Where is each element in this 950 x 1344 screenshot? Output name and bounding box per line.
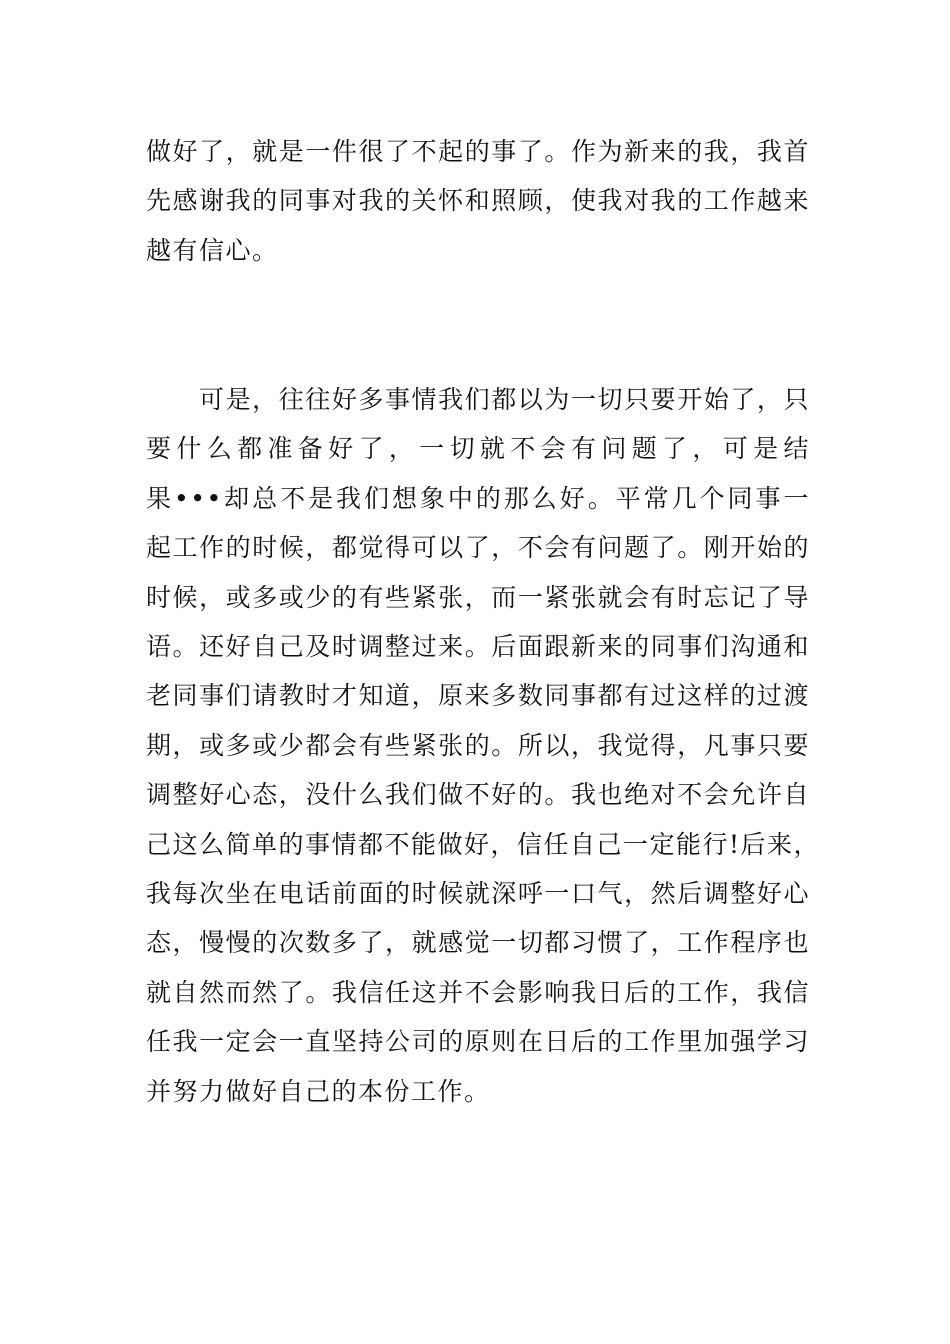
paragraph-line: 果•••却总不是我们想象中的那么好。平常几个同事一 — [146, 483, 810, 513]
paragraph-line: 语。还好自己及时调整过来。后面跟新来的同事们沟通和 — [146, 632, 810, 662]
paragraph-2 — [146, 375, 821, 1116]
paragraph-line: 期，或多或少都会有些紧张的。所以，我觉得，凡事只要 — [146, 730, 810, 760]
paragraph-line: 先感谢我的同事对我的关怀和照顾，使我对我的工作越来 — [146, 186, 810, 216]
paragraph-line: 就自然而然了。我信任这并不会影响我日后的工作，我信 — [146, 977, 810, 1007]
paragraph-line: 起工作的时候，都觉得可以了，不会有问题了。刚开始的 — [146, 533, 810, 563]
paragraph-line: 越有信心。 — [146, 235, 279, 265]
paragraph-line: 己这么简单的事情都不能做好，信任自己一定能行!后来， — [146, 829, 821, 859]
paragraph-line: 老同事们请教时才知道，原来多数同事都有过这样的过渡 — [146, 681, 810, 711]
paragraph-line: 我每次坐在电话前面的时候就深呼一口气，然后调整好心 — [146, 879, 810, 909]
paragraph-line: 要什么都准备好了，一切就不会有问题了，可是结 — [146, 434, 810, 464]
paragraph-1 — [146, 127, 810, 275]
paragraph-line: 任我一定会一直坚持公司的原则在日后的工作里加强学习 — [146, 1027, 810, 1057]
paragraph-line: 态，慢慢的次数多了，就感觉一切都习惯了，工作程序也 — [146, 928, 810, 958]
paragraph-line: 并努力做好自己的本份工作。 — [146, 1076, 491, 1106]
paragraph-line: 调整好心态，没什么我们做不好的。我也绝对不会允许自 — [146, 780, 810, 810]
paragraph-line: 时候，或多或少的有些紧张，而一紧张就会有时忘记了导 — [146, 582, 810, 612]
paragraph-line: 做好了，就是一件很了不起的事了。作为新来的我，我首 — [146, 137, 810, 166]
paragraph-line: 可是，往往好多事情我们都以为一切只要开始了，只 — [199, 385, 810, 414]
